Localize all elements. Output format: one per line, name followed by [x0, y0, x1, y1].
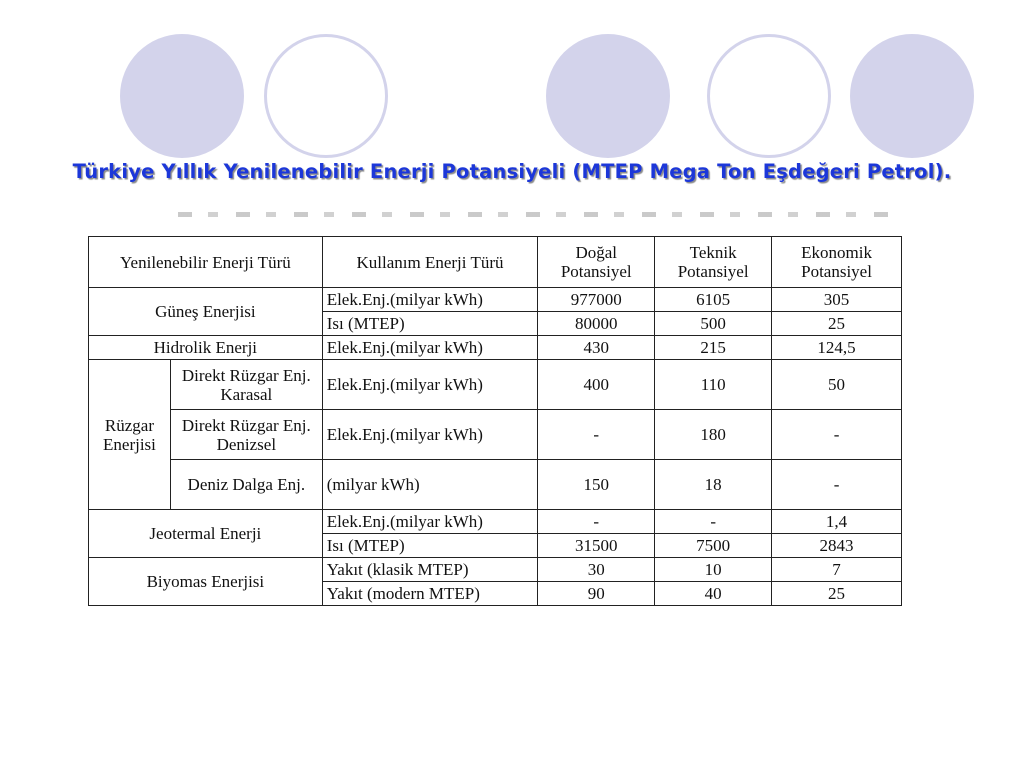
economic-cell: 305: [772, 288, 902, 312]
table-row: [89, 510, 902, 534]
technical-cell: 500: [655, 312, 772, 336]
table-row: [89, 288, 902, 312]
usage-cell: Yakıt (klasik MTEP): [322, 558, 538, 582]
natural-cell: 977000: [538, 288, 655, 312]
technical-cell: 7500: [655, 534, 772, 558]
header-economic: Ekonomik Potansiyel: [772, 237, 902, 288]
natural-cell: 30: [538, 558, 655, 582]
table-row: [89, 360, 902, 410]
usage-cell: Elek.Enj.(milyar kWh): [322, 288, 538, 312]
usage-cell: Yakıt (modern MTEP): [322, 582, 538, 606]
header-technical: Teknik Potansiyel: [655, 237, 772, 288]
cropped-caption-remnant: [178, 212, 888, 217]
usage-cell: (milyar kWh): [322, 460, 538, 510]
natural-cell: 430: [538, 336, 655, 360]
energy-potential-table: [88, 236, 902, 606]
technical-cell: 40: [655, 582, 772, 606]
technical-cell: 18: [655, 460, 772, 510]
sub-type-cell: Deniz Dalga Enj.: [170, 460, 322, 510]
table-header-row: [89, 237, 902, 288]
decor-circle-1: [120, 34, 244, 158]
natural-cell: 31500: [538, 534, 655, 558]
hidrolik-label: Hidrolik Enerji: [89, 336, 323, 360]
usage-cell: Elek.Enj.(milyar kWh): [322, 360, 538, 410]
economic-cell: -: [772, 460, 902, 510]
technical-cell: -: [655, 510, 772, 534]
natural-cell: 400: [538, 360, 655, 410]
page-title: Türkiye Yıllık Yenilenebilir Enerji Potansiyeli (MTEP Mega Ton Eşdeğeri Petrol).: [72, 160, 952, 183]
header-type: Yenilenebilir Enerji Türü: [89, 237, 323, 288]
decor-circle-4: [707, 34, 831, 158]
usage-cell: Elek.Enj.(milyar kWh): [322, 336, 538, 360]
economic-cell: 25: [772, 312, 902, 336]
table-row: [89, 558, 902, 582]
decor-circle-5: [850, 34, 974, 158]
natural-cell: 150: [538, 460, 655, 510]
economic-cell: 25: [772, 582, 902, 606]
economic-cell: 1,4: [772, 510, 902, 534]
usage-cell: Isı (MTEP): [322, 312, 538, 336]
technical-cell: 215: [655, 336, 772, 360]
technical-cell: 6105: [655, 288, 772, 312]
gunes-label: Güneş Enerjisi: [89, 288, 323, 336]
header-usage: Kullanım Enerji Türü: [322, 237, 538, 288]
biyomas-label: Biyomas Enerjisi: [89, 558, 323, 606]
natural-cell: -: [538, 410, 655, 460]
technical-cell: 180: [655, 410, 772, 460]
usage-cell: Elek.Enj.(milyar kWh): [322, 410, 538, 460]
economic-cell: 7: [772, 558, 902, 582]
sub-type-cell: Direkt Rüzgar Enj. Karasal: [170, 360, 322, 410]
technical-cell: 110: [655, 360, 772, 410]
header-natural: Doğal Potansiyel: [538, 237, 655, 288]
technical-cell: 10: [655, 558, 772, 582]
sub-type-cell: Direkt Rüzgar Enj. Denizsel: [170, 410, 322, 460]
usage-cell: Isı (MTEP): [322, 534, 538, 558]
table-row: [89, 410, 902, 460]
decor-circle-2: [264, 34, 388, 158]
table-row: [89, 336, 902, 360]
natural-cell: -: [538, 510, 655, 534]
natural-cell: 80000: [538, 312, 655, 336]
economic-cell: 50: [772, 360, 902, 410]
economic-cell: -: [772, 410, 902, 460]
ruzgar-label: Rüzgar Enerjisi: [89, 360, 171, 510]
natural-cell: 90: [538, 582, 655, 606]
decor-circle-3: [546, 34, 670, 158]
usage-cell: Elek.Enj.(milyar kWh): [322, 510, 538, 534]
economic-cell: 2843: [772, 534, 902, 558]
table-row: [89, 460, 902, 510]
economic-cell: 124,5: [772, 336, 902, 360]
jeotermal-label: Jeotermal Enerji: [89, 510, 323, 558]
